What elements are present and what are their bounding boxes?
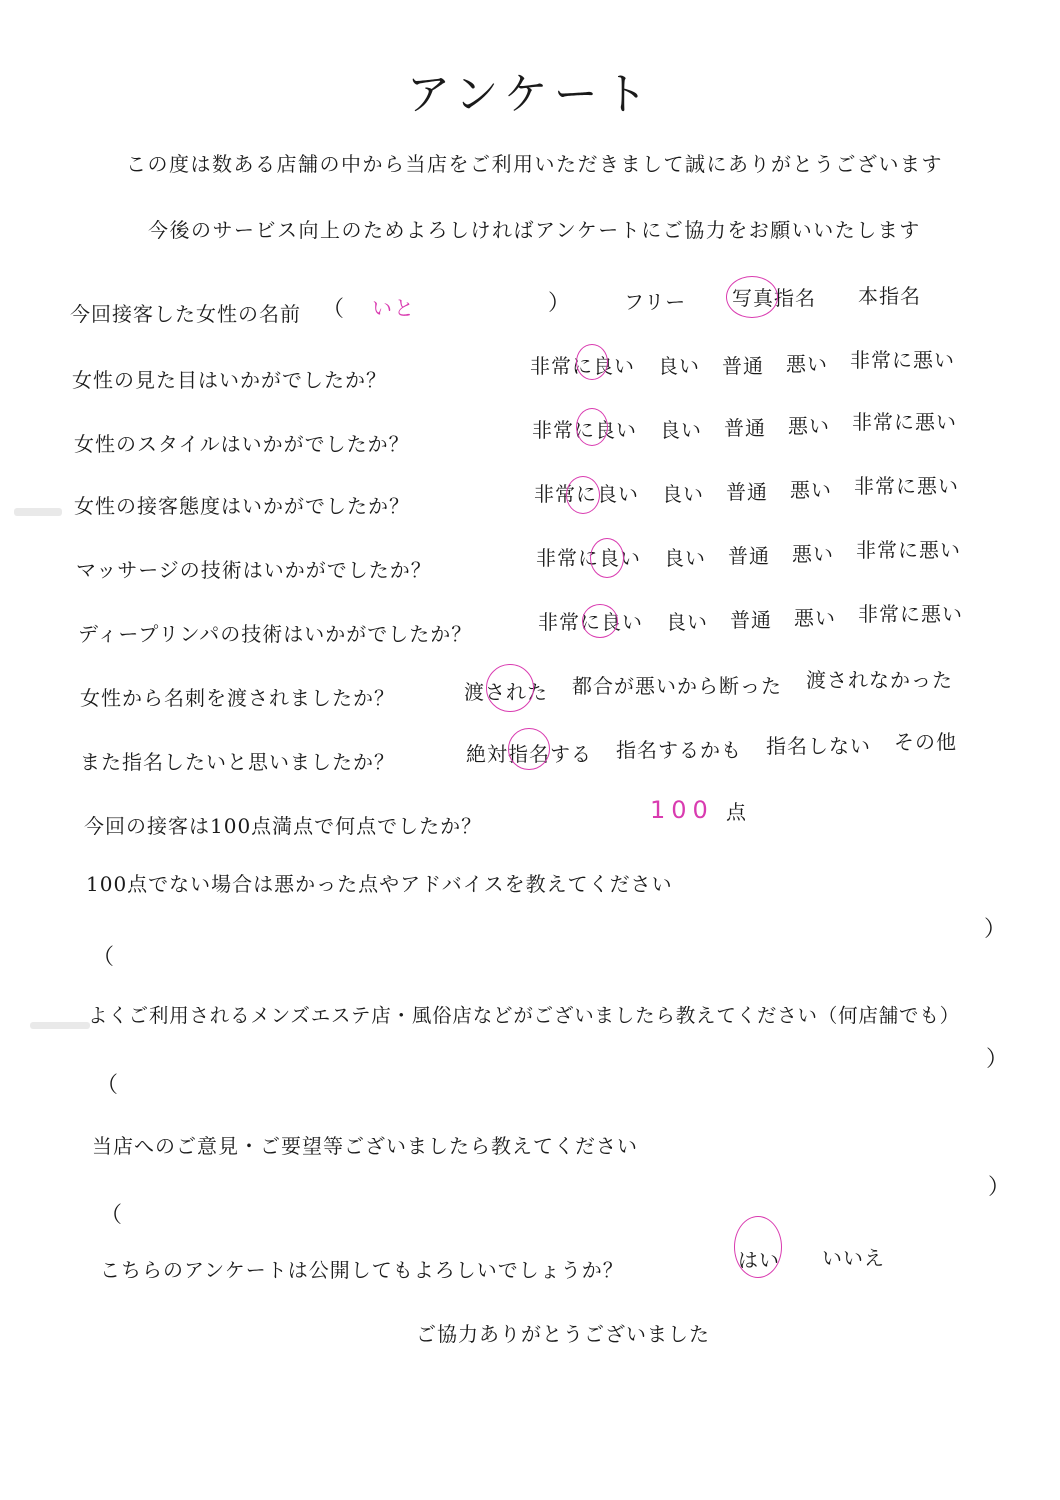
option-received[interactable]: 渡された (464, 680, 548, 704)
question-label: 今回の接客は100点満点で何点でしたか？ (84, 814, 483, 838)
option-average[interactable]: 普通 (724, 416, 766, 440)
score-unit: 点 (726, 800, 747, 824)
option-very-bad[interactable]: 非常に悪い (850, 348, 955, 372)
option-bad[interactable]: 悪い (794, 606, 836, 630)
option-good[interactable]: 良い (662, 482, 704, 506)
opinion-answer-area[interactable] (128, 1180, 980, 1230)
option-bad[interactable]: 悪い (792, 542, 834, 566)
option-average[interactable]: 普通 (726, 480, 768, 504)
scan-smudge (14, 508, 62, 516)
option-not-received[interactable]: 渡されなかった (806, 668, 953, 692)
option-very-good[interactable]: 非常に良い (534, 482, 639, 506)
option-very-good[interactable]: 非常に良い (538, 610, 643, 634)
open-paren: （ (96, 1073, 119, 1098)
option-very-bad[interactable]: 非常に悪い (854, 474, 959, 498)
option-very-bad[interactable]: 非常に悪い (858, 602, 963, 626)
option-average[interactable]: 普通 (728, 544, 770, 568)
option-very-good[interactable]: 非常に良い (530, 354, 635, 378)
option-bad[interactable]: 悪い (790, 478, 832, 502)
question-label: マッサージの技術はいかがでしたか？ (76, 558, 432, 582)
option-photo-nomination[interactable]: 写真指名 (732, 286, 816, 310)
shops-answer-area[interactable] (124, 1050, 980, 1100)
option-definitely[interactable]: 絶対指名する (466, 742, 592, 766)
open-paren: （ (92, 945, 115, 970)
option-very-bad[interactable]: 非常に悪い (856, 538, 961, 562)
option-free[interactable]: フリー (624, 290, 687, 314)
close-paren: ） (548, 291, 571, 316)
option-good[interactable]: 良い (666, 610, 708, 634)
question-label: ディープリンパの技術はいかがでしたか？ (78, 622, 473, 646)
closing-message: ご協力ありがとうございました (416, 1322, 710, 1346)
question-label: 女性から名刺を渡されましたか？ (80, 686, 395, 710)
option-main-nomination[interactable]: 本指名 (858, 284, 921, 308)
question-label: 当店へのご意見・ご要望等ございましたら教えてください (92, 1134, 638, 1158)
intro-line-2: 今後のサービス向上のためよろしければアンケートにご協力をお願いいたします (148, 218, 921, 242)
question-label: 今回接客した女性の名前 (70, 302, 301, 326)
survey-title: アンケート (406, 69, 654, 120)
handwritten-name[interactable]: いと (372, 296, 416, 320)
option-yes[interactable]: はい (738, 1248, 780, 1272)
option-maybe[interactable]: 指名するかも (616, 738, 742, 762)
option-declined[interactable]: 都合が悪いから断った (572, 674, 782, 698)
close-paren: ） (984, 917, 1007, 942)
question-label: よくご利用されるメンズエステ店・風俗店などがございましたら教えてください（何店舗でも） (88, 1004, 960, 1027)
close-paren: ） (988, 1175, 1011, 1200)
option-will-not[interactable]: 指名しない (766, 734, 871, 758)
option-no[interactable]: いいえ (822, 1246, 885, 1270)
option-other[interactable]: その他 (894, 730, 957, 754)
option-bad[interactable]: 悪い (788, 414, 830, 438)
question-label: 女性の見た目はいかがでしたか？ (72, 368, 387, 392)
option-bad[interactable]: 悪い (786, 352, 828, 376)
option-very-good[interactable]: 非常に良い (536, 546, 641, 570)
option-good[interactable]: 良い (664, 546, 706, 570)
option-good[interactable]: 良い (658, 354, 700, 378)
option-very-bad[interactable]: 非常に悪い (852, 410, 957, 434)
option-average[interactable]: 普通 (722, 354, 764, 378)
close-paren: ） (986, 1047, 1009, 1072)
option-average[interactable]: 普通 (730, 608, 772, 632)
intro-line-1: この度は数ある店舗の中から当店をご利用いただきまして誠にありがとうございます (126, 152, 943, 176)
handwritten-score[interactable]: 100 (650, 796, 714, 824)
scan-smudge (30, 1022, 90, 1029)
question-label: 女性の接客態度はいかがでしたか？ (74, 494, 410, 518)
option-good[interactable]: 良い (660, 418, 702, 442)
question-label: 100点でない場合は悪かった点やアドバイスを教えてください (86, 872, 673, 896)
question-label: また指名したいと思いましたか？ (80, 750, 395, 774)
open-paren: （ (322, 297, 345, 322)
option-very-good[interactable]: 非常に良い (532, 418, 637, 442)
question-label: 女性のスタイルはいかがでしたか？ (74, 432, 410, 456)
advice-answer-area[interactable] (120, 920, 980, 970)
open-paren: （ (100, 1203, 123, 1228)
question-label: こちらのアンケートは公開してもよろしいでしょうか？ (100, 1258, 624, 1282)
